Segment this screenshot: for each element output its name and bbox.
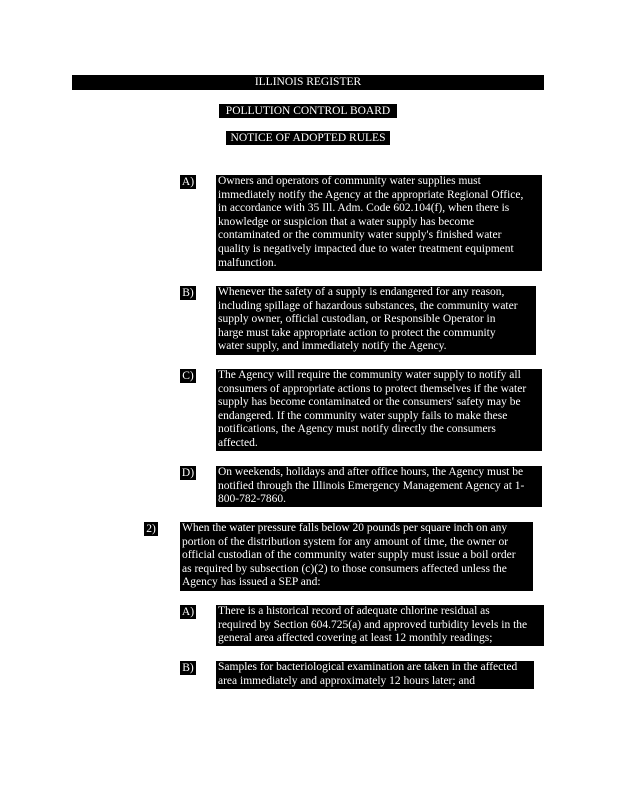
item-label: D) [181, 467, 195, 479]
item-label: C) [180, 369, 196, 383]
header-rule-bottom [72, 89, 544, 90]
item-text: Whenever the safety of a supply is endangered for any reason, including spillage of hazardous substances, the community water supply owner, official custodian, or Responsible Operator in harge must take appropriate action to protect the community water supply, and immediately notify the Agency. [216, 286, 536, 355]
item-text: When the water pressure falls below 20 pounds per square inch on any portion of the distribution system for any amount of time, the owner or official custodian of the community water supply must issue a boil order as required by subsection (c)(2) to those consumers affected unless the Agency has issued a SEP and: [180, 522, 533, 591]
item-text: Samples for bacteriological examination are taken in the affected area immediately and approximately 12 hours later; and [216, 661, 534, 689]
notice-title: NOTICE OF ADOPTED RULES [226, 131, 390, 145]
item-text: There is a historical record of adequate chlorine residual as required by Section 604.725(a) and approved turbidity levels in the general area affected covering at least 12 monthly readings; [216, 605, 544, 646]
item-label: 2) [144, 522, 158, 536]
item-text: The Agency will require the community water supply to notify all consumers of appropriate actions to protect themselves if the water supply has become contaminated or the consumers' safety may be endangered. If the community water supply fails to make these notifications, the Agency must notify directly the consumers affected. [216, 369, 542, 451]
item-label: B) [180, 286, 196, 300]
item-label: A) [181, 176, 195, 188]
item-text: On weekends, holidays and after office hours, the Agency must be notified through the Illinois Emergency Management Agency at 1- 800-782-7860. [216, 466, 542, 507]
item-text: Owners and operators of community water supplies must immediately notify the Agency at the appropriate Regional Office, in accordance with 35 Ill. Adm. Code 602.104(f), when there is knowledge or suspicion that a water supply has become contaminated or the community water supply's finished water quality is negatively impacted due to water treatment equipment malfunction. [216, 175, 542, 271]
item-label: B) [180, 661, 196, 675]
board-title: POLLUTION CONTROL BOARD [219, 104, 397, 118]
item-label: A) [181, 606, 195, 618]
register-title: ILLINOIS REGISTER [72, 76, 544, 89]
